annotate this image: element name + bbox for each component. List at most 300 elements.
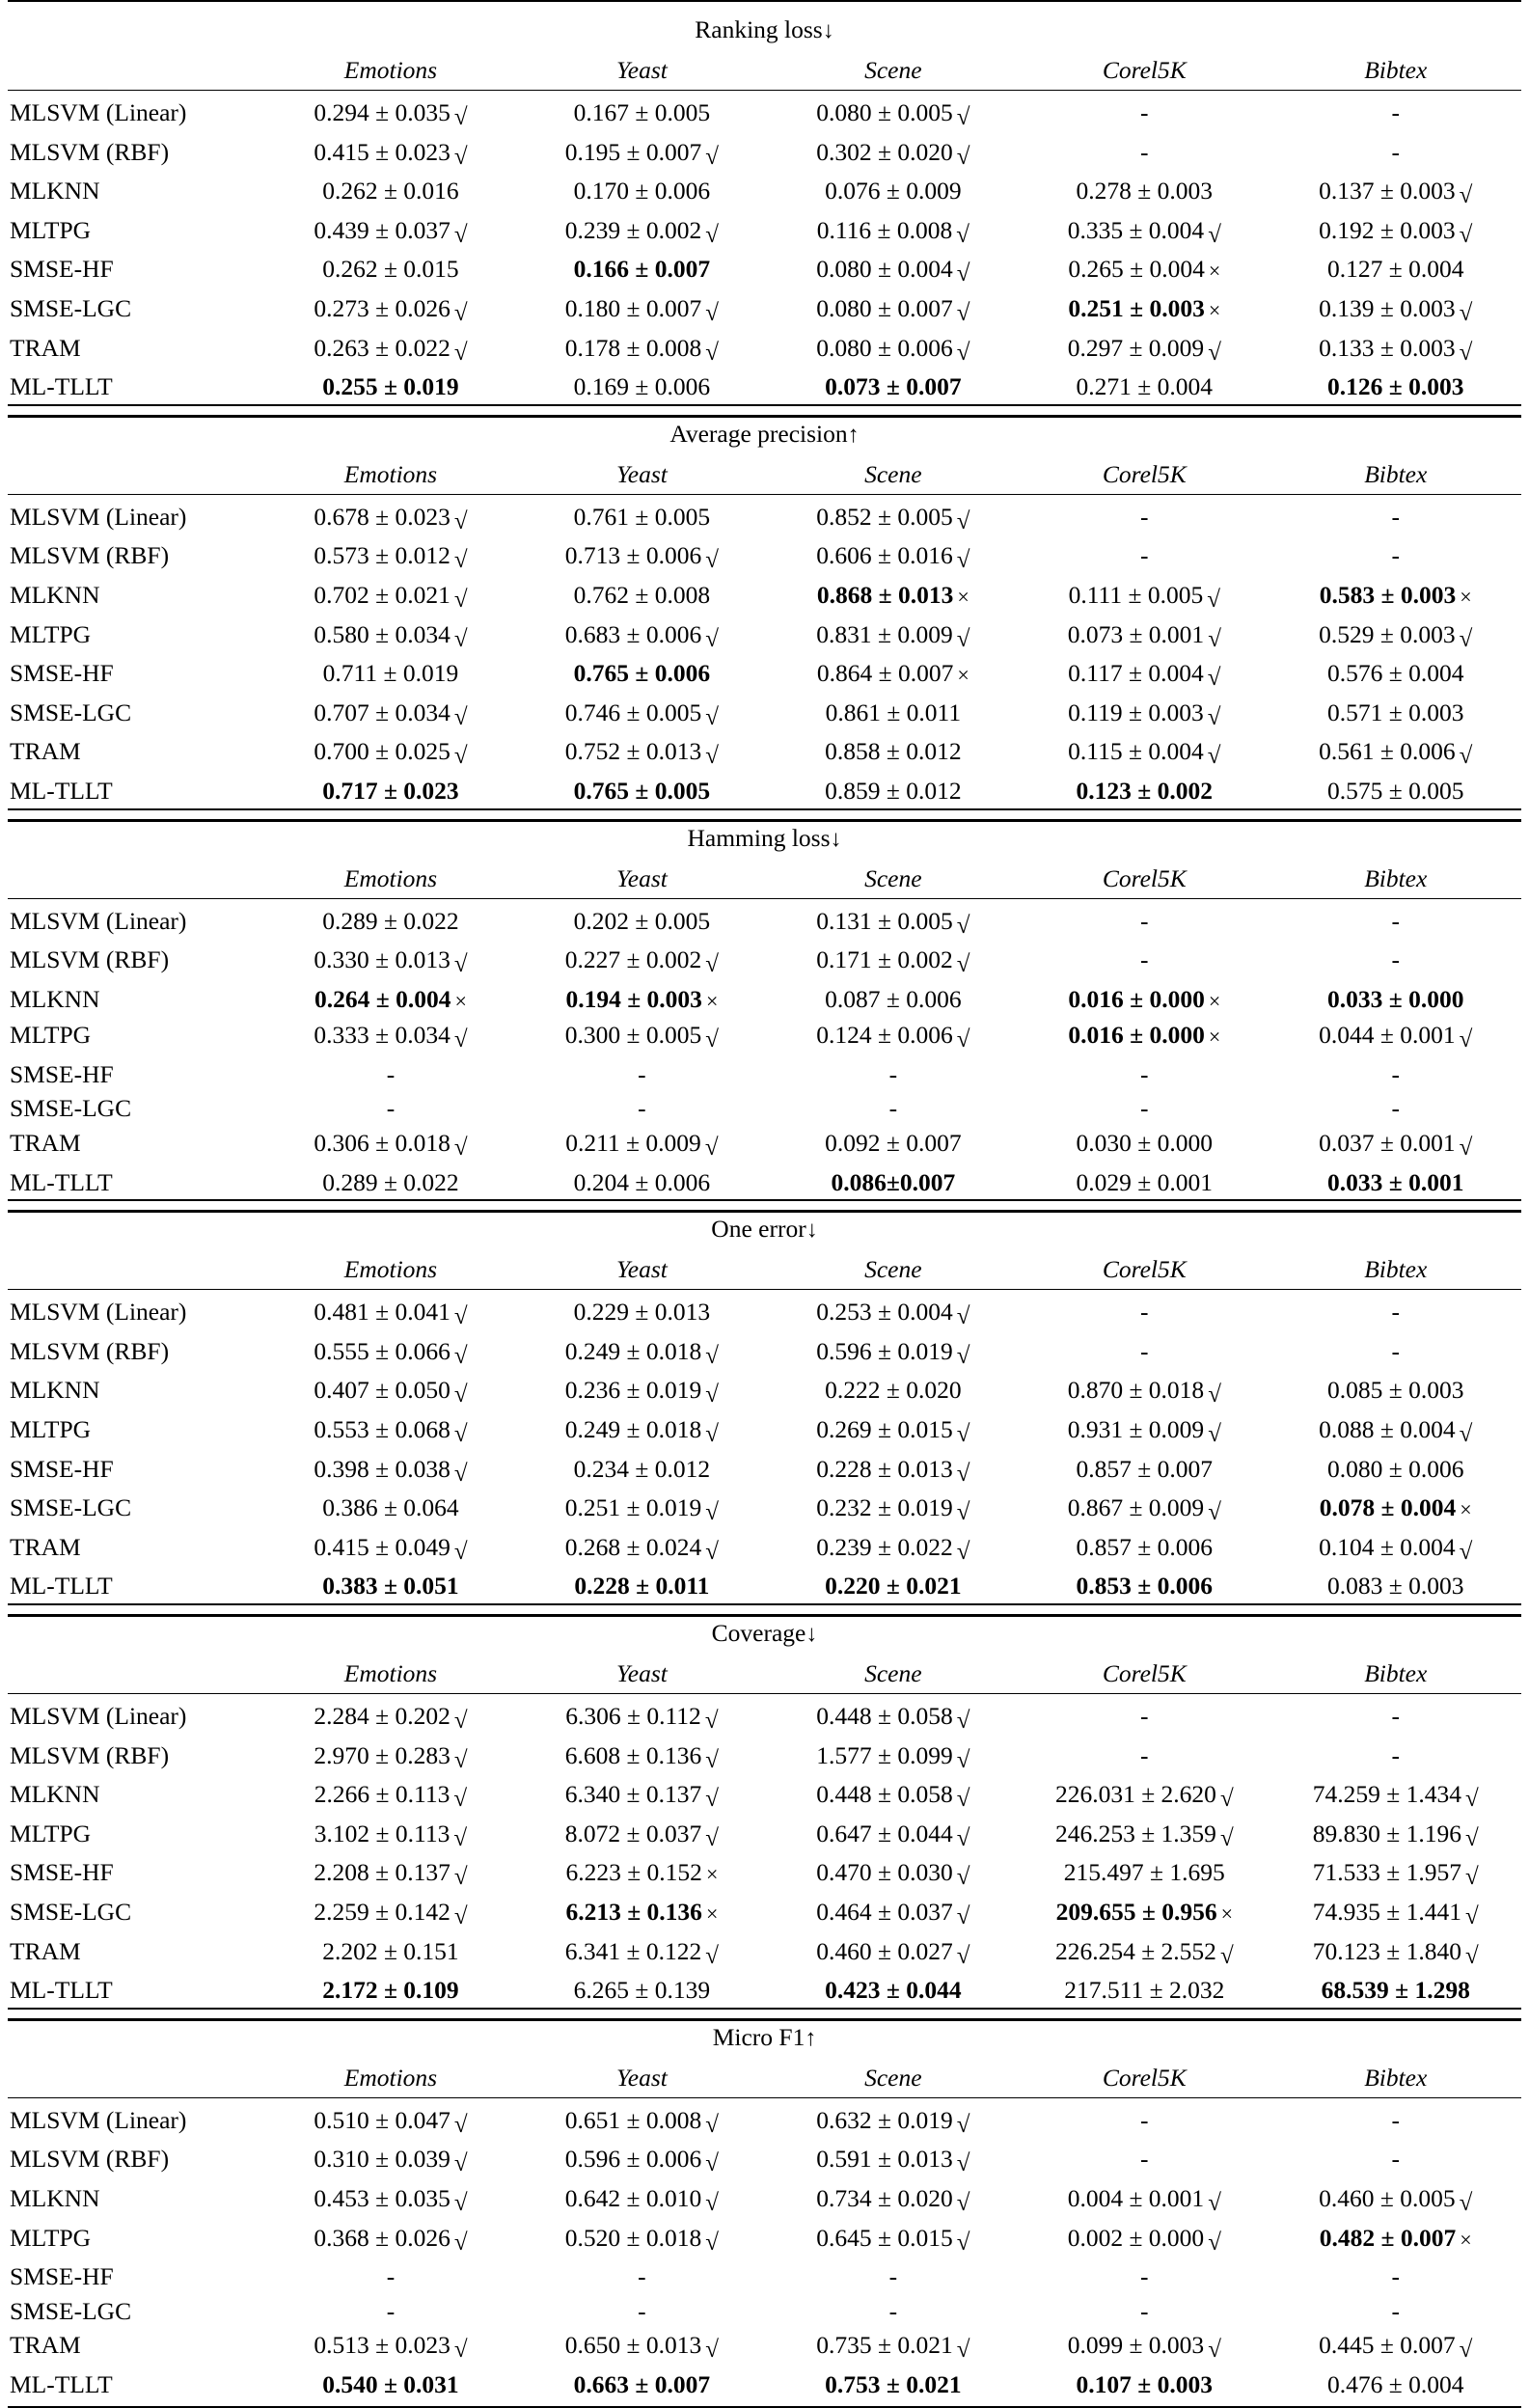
column-header-scene: Scene xyxy=(864,1659,922,1687)
result-value: 0.330 ± 0.013 xyxy=(314,945,451,974)
result-value: 0.306 ± 0.018 xyxy=(314,1129,451,1158)
result-cell xyxy=(768,1973,1019,2008)
result-value: 0.481 ± 0.041 xyxy=(314,1298,451,1327)
table-row xyxy=(8,1699,1521,1738)
significance-cross-icon: × xyxy=(454,988,467,1013)
result-cell xyxy=(1270,1165,1521,1200)
result-cell xyxy=(516,1491,767,1530)
result-cell xyxy=(265,213,516,253)
result-cell xyxy=(1019,291,1270,331)
row-method-label: MLSVM (Linear) xyxy=(10,98,187,126)
column-header-bibtex: Bibtex xyxy=(1364,1255,1428,1284)
result-value: 0.857 ± 0.006 xyxy=(1076,1532,1214,1561)
significance-check-icon: √ xyxy=(705,2111,720,2138)
significance-check-icon: √ xyxy=(453,1421,468,1448)
result-value: 0.553 ± 0.068 xyxy=(314,1415,451,1444)
table-row xyxy=(8,904,1521,944)
result-value: 0.073 ± 0.007 xyxy=(825,372,962,401)
result-value: 0.119 ± 0.003 xyxy=(1068,698,1204,726)
result-cell xyxy=(768,174,1019,213)
result-cell xyxy=(265,291,516,331)
table-row xyxy=(8,2221,1521,2260)
result-value: - xyxy=(1140,945,1149,974)
result-cell xyxy=(516,1452,767,1491)
result-value: 246.253 ± 1.359 xyxy=(1054,1819,1216,1847)
significance-check-icon: √ xyxy=(956,625,970,652)
row-method-label: MLSVM (RBF) xyxy=(10,1336,170,1365)
result-cell xyxy=(1270,1452,1521,1491)
block-title-text: One error xyxy=(711,1215,806,1244)
result-cell xyxy=(1270,1934,1521,1974)
row-method-label: MLSVM (RBF) xyxy=(10,137,170,166)
column-header-bibtex: Bibtex xyxy=(1364,56,1428,84)
column-header-row xyxy=(8,1249,1521,1290)
result-value: 0.734 ± 0.020 xyxy=(816,2183,953,2212)
significance-cross-icon: × xyxy=(1208,988,1221,1013)
result-value: 0.080 ± 0.006 xyxy=(816,333,953,362)
significance-check-icon: √ xyxy=(705,339,720,366)
result-value: 0.251 ± 0.019 xyxy=(564,1493,702,1522)
significance-check-icon: √ xyxy=(956,1786,970,1813)
result-cell xyxy=(1019,617,1270,657)
result-cell xyxy=(768,1738,1019,1778)
result-cell xyxy=(1019,1777,1270,1817)
result-cell xyxy=(1270,734,1521,774)
result-cell xyxy=(1019,1934,1270,1974)
result-cell xyxy=(265,1569,516,1603)
significance-check-icon: √ xyxy=(453,1303,468,1330)
significance-check-icon: √ xyxy=(956,1824,970,1851)
result-value: 0.289 ± 0.022 xyxy=(322,1167,459,1196)
result-cell xyxy=(768,578,1019,617)
result-value: - xyxy=(1391,906,1401,935)
significance-check-icon: √ xyxy=(453,1342,468,1369)
result-value: 0.868 ± 0.013 xyxy=(816,580,954,609)
result-value: - xyxy=(1140,541,1149,570)
row-method-label: ML-TLLT xyxy=(10,372,113,401)
result-value: 0.234 ± 0.012 xyxy=(573,1454,711,1483)
row-method-label: SMSE-LGC xyxy=(10,293,132,322)
result-cell xyxy=(1019,1817,1270,1856)
result-value: 2.259 ± 0.142 xyxy=(314,1897,451,1926)
result-value: 0.423 ± 0.044 xyxy=(825,1976,962,2005)
direction-arrow-icon: ↑ xyxy=(847,422,860,448)
result-cell xyxy=(265,774,516,808)
table-row xyxy=(8,2259,1521,2294)
result-cell xyxy=(768,1018,1019,1057)
result-cell xyxy=(265,617,516,657)
result-value: - xyxy=(1391,2105,1401,2134)
row-method-label: MLSVM (RBF) xyxy=(10,2145,170,2174)
row-method-label: MLSVM (RBF) xyxy=(10,541,170,570)
significance-check-icon: √ xyxy=(1208,2337,1221,2364)
result-value: 0.170 ± 0.006 xyxy=(573,177,711,205)
result-cell xyxy=(768,1934,1019,1974)
result-cell xyxy=(265,2221,516,2260)
column-header-scene: Scene xyxy=(864,863,922,892)
significance-check-icon: √ xyxy=(453,2229,468,2256)
significance-check-icon: √ xyxy=(956,912,970,939)
significance-check-icon: √ xyxy=(453,1746,468,1773)
result-value: 70.123 ± 1.840 xyxy=(1312,1936,1462,1965)
result-value: 0.870 ± 0.018 xyxy=(1067,1376,1205,1405)
result-value: 0.228 ± 0.011 xyxy=(574,1572,710,1601)
significance-check-icon: √ xyxy=(453,1460,468,1487)
result-value: 0.169 ± 0.006 xyxy=(573,372,711,401)
significance-check-icon: √ xyxy=(1465,1864,1479,1891)
result-cell xyxy=(1019,774,1270,808)
significance-check-icon: √ xyxy=(1207,665,1221,692)
result-value: 0.407 ± 0.050 xyxy=(314,1376,451,1405)
result-value: 0.571 ± 0.003 xyxy=(1327,698,1464,726)
result-cell xyxy=(1270,538,1521,578)
significance-cross-icon: × xyxy=(957,584,969,609)
significance-check-icon: √ xyxy=(705,143,720,170)
row-method-label: MLKNN xyxy=(10,1376,100,1405)
result-cell xyxy=(516,1018,767,1057)
result-value: 0.520 ± 0.018 xyxy=(564,2223,702,2252)
result-value: 0.573 ± 0.012 xyxy=(314,541,451,570)
result-cell xyxy=(1270,904,1521,944)
result-cell xyxy=(516,2328,767,2367)
result-cell xyxy=(768,538,1019,578)
table-row xyxy=(8,2181,1521,2221)
significance-check-icon: √ xyxy=(453,743,468,770)
result-value: - xyxy=(888,2296,898,2325)
block-top-rule xyxy=(8,1,1521,11)
result-cell xyxy=(265,1895,516,1934)
significance-check-icon: √ xyxy=(453,951,468,978)
result-cell xyxy=(265,1091,516,1126)
significance-cross-icon: × xyxy=(957,663,969,688)
result-cell xyxy=(1019,1452,1270,1491)
result-value: 209.655 ± 0.956 xyxy=(1055,1897,1217,1926)
table-row xyxy=(8,291,1521,331)
table-row xyxy=(8,1777,1521,1817)
result-cell xyxy=(1019,1126,1270,1165)
result-value: 0.460 ± 0.027 xyxy=(816,1936,953,1965)
block-top-rule xyxy=(8,2009,1521,2018)
table-row xyxy=(8,617,1521,657)
column-header-row xyxy=(8,454,1521,495)
result-value: 8.072 ± 0.037 xyxy=(564,1819,702,1847)
result-value: - xyxy=(1391,541,1401,570)
result-cell xyxy=(516,1530,767,1570)
result-cell xyxy=(768,1295,1019,1334)
column-header-corel5k: Corel5K xyxy=(1102,1659,1187,1687)
significance-cross-icon: × xyxy=(1220,1901,1234,1926)
table-row xyxy=(8,1373,1521,1412)
significance-check-icon: √ xyxy=(453,143,468,170)
significance-check-icon: √ xyxy=(1219,1942,1234,1969)
row-method-label: MLSVM (RBF) xyxy=(10,945,170,974)
result-value: 2.284 ± 0.202 xyxy=(314,1702,451,1730)
result-value: - xyxy=(1140,137,1149,166)
result-cell xyxy=(516,331,767,370)
significance-check-icon: √ xyxy=(453,2337,468,2364)
significance-check-icon: √ xyxy=(1208,2229,1221,2256)
result-cell xyxy=(768,734,1019,774)
result-value: 0.831 ± 0.009 xyxy=(816,619,953,648)
column-header-emotions: Emotions xyxy=(343,1659,438,1687)
result-cell xyxy=(1270,1817,1521,1856)
significance-check-icon: √ xyxy=(705,299,720,326)
table-row xyxy=(8,1295,1521,1334)
significance-check-icon: √ xyxy=(1208,1382,1221,1409)
result-value: 0.265 ± 0.004 xyxy=(1068,255,1205,284)
row-method-label: MLSVM (Linear) xyxy=(10,1702,187,1730)
result-value: 0.278 ± 0.003 xyxy=(1076,177,1214,205)
result-value: 0.116 ± 0.008 xyxy=(816,215,953,244)
result-cell xyxy=(1019,174,1270,213)
result-cell xyxy=(768,1569,1019,1603)
result-value: 0.858 ± 0.012 xyxy=(825,737,962,766)
result-cell xyxy=(1270,656,1521,696)
significance-check-icon: √ xyxy=(705,2150,720,2177)
row-method-label: MLKNN xyxy=(10,580,100,609)
result-cell xyxy=(1270,2259,1521,2294)
result-cell xyxy=(1270,1091,1521,1126)
result-cell xyxy=(1270,96,1521,135)
result-value: - xyxy=(638,1059,646,1088)
result-value: 0.239 ± 0.022 xyxy=(816,1532,953,1561)
result-cell xyxy=(768,696,1019,735)
result-value: 0.713 ± 0.006 xyxy=(564,541,702,570)
result-cell xyxy=(768,1057,1019,1092)
result-value: 0.080 ± 0.004 xyxy=(816,255,953,284)
significance-check-icon: √ xyxy=(956,339,970,366)
significance-cross-icon: × xyxy=(705,1862,719,1887)
result-cell xyxy=(1270,2142,1521,2181)
block-top-rule xyxy=(8,405,1521,415)
block-title-row xyxy=(8,1614,1521,1654)
result-value: 0.253 ± 0.004 xyxy=(816,1298,953,1327)
column-header-row xyxy=(8,1654,1521,1694)
result-cell xyxy=(1019,656,1270,696)
significance-check-icon: √ xyxy=(453,625,468,652)
significance-check-icon: √ xyxy=(956,260,970,287)
result-value: 0.663 ± 0.007 xyxy=(573,2369,711,2398)
result-cell xyxy=(516,578,767,617)
significance-check-icon: √ xyxy=(453,1708,468,1734)
result-value: - xyxy=(386,1059,396,1088)
result-value: 0.222 ± 0.020 xyxy=(825,1376,962,1405)
column-header-bibtex: Bibtex xyxy=(1364,459,1428,488)
result-cell xyxy=(1019,2221,1270,2260)
result-value: 0.131 ± 0.005 xyxy=(816,906,953,935)
result-value: 0.264 ± 0.004 xyxy=(314,984,451,1013)
result-value: 0.700 ± 0.025 xyxy=(314,737,451,766)
result-cell xyxy=(265,1738,516,1778)
result-value: 0.204 ± 0.006 xyxy=(573,1167,711,1196)
result-value: 0.867 ± 0.009 xyxy=(1067,1493,1205,1522)
significance-check-icon: √ xyxy=(1465,1824,1479,1851)
significance-check-icon: √ xyxy=(705,1942,720,1969)
row-method-label: TRAM xyxy=(10,1532,81,1561)
result-value: 217.511 ± 2.032 xyxy=(1064,1976,1225,2005)
result-value: - xyxy=(888,1059,898,1088)
result-value: 0.707 ± 0.034 xyxy=(314,698,451,726)
result-value: 0.263 ± 0.022 xyxy=(314,333,451,362)
result-cell xyxy=(516,1777,767,1817)
result-value: 71.533 ± 1.957 xyxy=(1312,1858,1462,1887)
row-method-label: TRAM xyxy=(10,1129,81,1158)
table-row xyxy=(8,135,1521,175)
result-value: 0.294 ± 0.035 xyxy=(314,98,451,126)
significance-check-icon: √ xyxy=(453,1864,468,1891)
result-value: 1.577 ± 0.099 xyxy=(816,1740,953,1769)
column-header-emotions: Emotions xyxy=(343,56,438,84)
significance-check-icon: √ xyxy=(705,1499,720,1526)
result-value: 0.083 ± 0.003 xyxy=(1327,1572,1464,1601)
result-cell xyxy=(516,943,767,982)
result-cell xyxy=(1019,943,1270,982)
result-value: 0.302 ± 0.020 xyxy=(816,137,953,166)
result-value: 0.268 ± 0.024 xyxy=(564,1532,702,1561)
row-method-label: MLSVM (Linear) xyxy=(10,2105,187,2134)
result-value: 0.107 ± 0.003 xyxy=(1076,2369,1214,2398)
significance-check-icon: √ xyxy=(1459,2189,1473,2216)
result-cell xyxy=(768,1817,1019,1856)
result-cell xyxy=(516,2142,767,2181)
result-value: 0.575 ± 0.005 xyxy=(1327,776,1464,805)
result-value: 0.016 ± 0.000 xyxy=(1068,984,1205,1013)
block-title-row xyxy=(8,819,1521,859)
result-cell xyxy=(1270,1018,1521,1057)
result-value: 0.453 ± 0.035 xyxy=(314,2183,451,2212)
result-value: 0.859 ± 0.012 xyxy=(825,776,962,805)
result-cell xyxy=(265,2103,516,2143)
result-value: 0.104 ± 0.004 xyxy=(1319,1532,1456,1561)
result-value: - xyxy=(1140,1336,1149,1365)
significance-check-icon: √ xyxy=(453,339,468,366)
table-row xyxy=(8,2294,1521,2329)
result-value: - xyxy=(1140,1059,1149,1088)
table-bottom-rule xyxy=(8,2406,1521,2408)
result-cell xyxy=(1270,1895,1521,1934)
result-cell xyxy=(265,2181,516,2221)
result-value: 0.368 ± 0.026 xyxy=(314,2223,451,2252)
column-header-method xyxy=(8,2058,265,2098)
significance-check-icon: √ xyxy=(453,586,468,613)
result-cell xyxy=(516,617,767,657)
significance-cross-icon: × xyxy=(705,1901,719,1926)
result-value: 6.341 ± 0.122 xyxy=(564,1936,702,1965)
result-cell xyxy=(516,982,767,1019)
result-value: - xyxy=(1391,1298,1401,1327)
significance-check-icon: √ xyxy=(453,1382,468,1409)
table-row xyxy=(8,213,1521,253)
result-value: - xyxy=(1391,945,1401,974)
row-method-label: MLKNN xyxy=(10,2183,100,2212)
result-cell xyxy=(1019,578,1270,617)
result-value: - xyxy=(1391,98,1401,126)
result-cell xyxy=(265,1699,516,1738)
block-title-row xyxy=(8,415,1521,454)
result-value: 0.864 ± 0.007 xyxy=(816,659,954,688)
result-cell xyxy=(768,1126,1019,1165)
result-value: 0.645 ± 0.015 xyxy=(816,2223,953,2252)
result-cell xyxy=(516,1165,767,1200)
result-value: 0.127 ± 0.004 xyxy=(1327,255,1464,284)
significance-check-icon: √ xyxy=(956,951,970,978)
result-cell xyxy=(768,331,1019,370)
result-cell xyxy=(1019,1057,1270,1092)
result-cell xyxy=(265,2142,516,2181)
result-value: - xyxy=(1391,2262,1401,2291)
result-value: 0.126 ± 0.003 xyxy=(1327,372,1464,401)
result-value: 0.117 ± 0.004 xyxy=(1068,659,1204,688)
result-value: 0.076 ± 0.009 xyxy=(825,177,962,205)
row-method-label: MLTPG xyxy=(10,1819,92,1847)
result-cell xyxy=(1270,1569,1521,1603)
result-value: 0.415 ± 0.049 xyxy=(314,1532,451,1561)
result-value: 0.555 ± 0.066 xyxy=(314,1336,451,1365)
result-cell xyxy=(516,1817,767,1856)
row-method-label: SMSE-LGC xyxy=(10,1897,132,1926)
result-cell xyxy=(516,2259,767,2294)
significance-check-icon: √ xyxy=(705,951,720,978)
result-cell xyxy=(516,904,767,944)
result-value: 0.167 ± 0.005 xyxy=(573,98,711,126)
table-row xyxy=(8,1895,1521,1934)
significance-check-icon: √ xyxy=(453,1135,468,1162)
column-header-method xyxy=(8,1654,265,1694)
result-cell xyxy=(1270,1738,1521,1778)
result-cell xyxy=(265,2259,516,2294)
result-value: 6.265 ± 0.139 xyxy=(573,1976,711,2005)
result-value: 0.236 ± 0.019 xyxy=(564,1376,702,1405)
significance-check-icon: √ xyxy=(453,2150,468,2177)
result-cell xyxy=(1019,1295,1270,1334)
result-value: 0.753 ± 0.021 xyxy=(825,2369,962,2398)
significance-check-icon: √ xyxy=(453,703,468,730)
row-method-label: MLKNN xyxy=(10,1780,100,1809)
significance-check-icon: √ xyxy=(705,1538,720,1565)
column-header-corel5k: Corel5K xyxy=(1102,863,1187,892)
result-value: 0.255 ± 0.019 xyxy=(322,372,459,401)
result-cell xyxy=(768,1091,1019,1126)
metric-block-hamming-loss xyxy=(8,808,1521,1200)
result-value: 0.529 ± 0.003 xyxy=(1319,619,1456,648)
result-value: 0.383 ± 0.051 xyxy=(322,1572,459,1601)
column-header-emotions: Emotions xyxy=(343,459,438,488)
column-header-scene: Scene xyxy=(864,1255,922,1284)
result-value: 0.211 ± 0.009 xyxy=(565,1129,701,1158)
result-value: 0.044 ± 0.001 xyxy=(1319,1021,1456,1050)
table-row xyxy=(8,2328,1521,2367)
result-cell xyxy=(768,2142,1019,2181)
column-header-method xyxy=(8,50,265,91)
result-cell xyxy=(1270,2181,1521,2221)
result-value: 0.310 ± 0.039 xyxy=(314,2145,451,2174)
result-cell xyxy=(1270,578,1521,617)
result-cell xyxy=(265,578,516,617)
result-value: 0.271 ± 0.004 xyxy=(1076,372,1214,401)
column-header-corel5k: Corel5K xyxy=(1102,2063,1187,2092)
result-value: 226.031 ± 2.620 xyxy=(1054,1780,1216,1809)
result-cell xyxy=(516,1126,767,1165)
result-value: 0.088 ± 0.004 xyxy=(1319,1415,1456,1444)
result-cell xyxy=(1019,2142,1270,2181)
result-value: 6.223 ± 0.152 xyxy=(565,1858,702,1887)
result-cell xyxy=(265,1855,516,1895)
result-value: 0.647 ± 0.044 xyxy=(816,1819,953,1847)
result-value: 215.497 ± 1.695 xyxy=(1063,1858,1225,1887)
result-cell xyxy=(1019,369,1270,404)
significance-check-icon: √ xyxy=(453,1786,468,1813)
column-header-emotions: Emotions xyxy=(343,863,438,892)
